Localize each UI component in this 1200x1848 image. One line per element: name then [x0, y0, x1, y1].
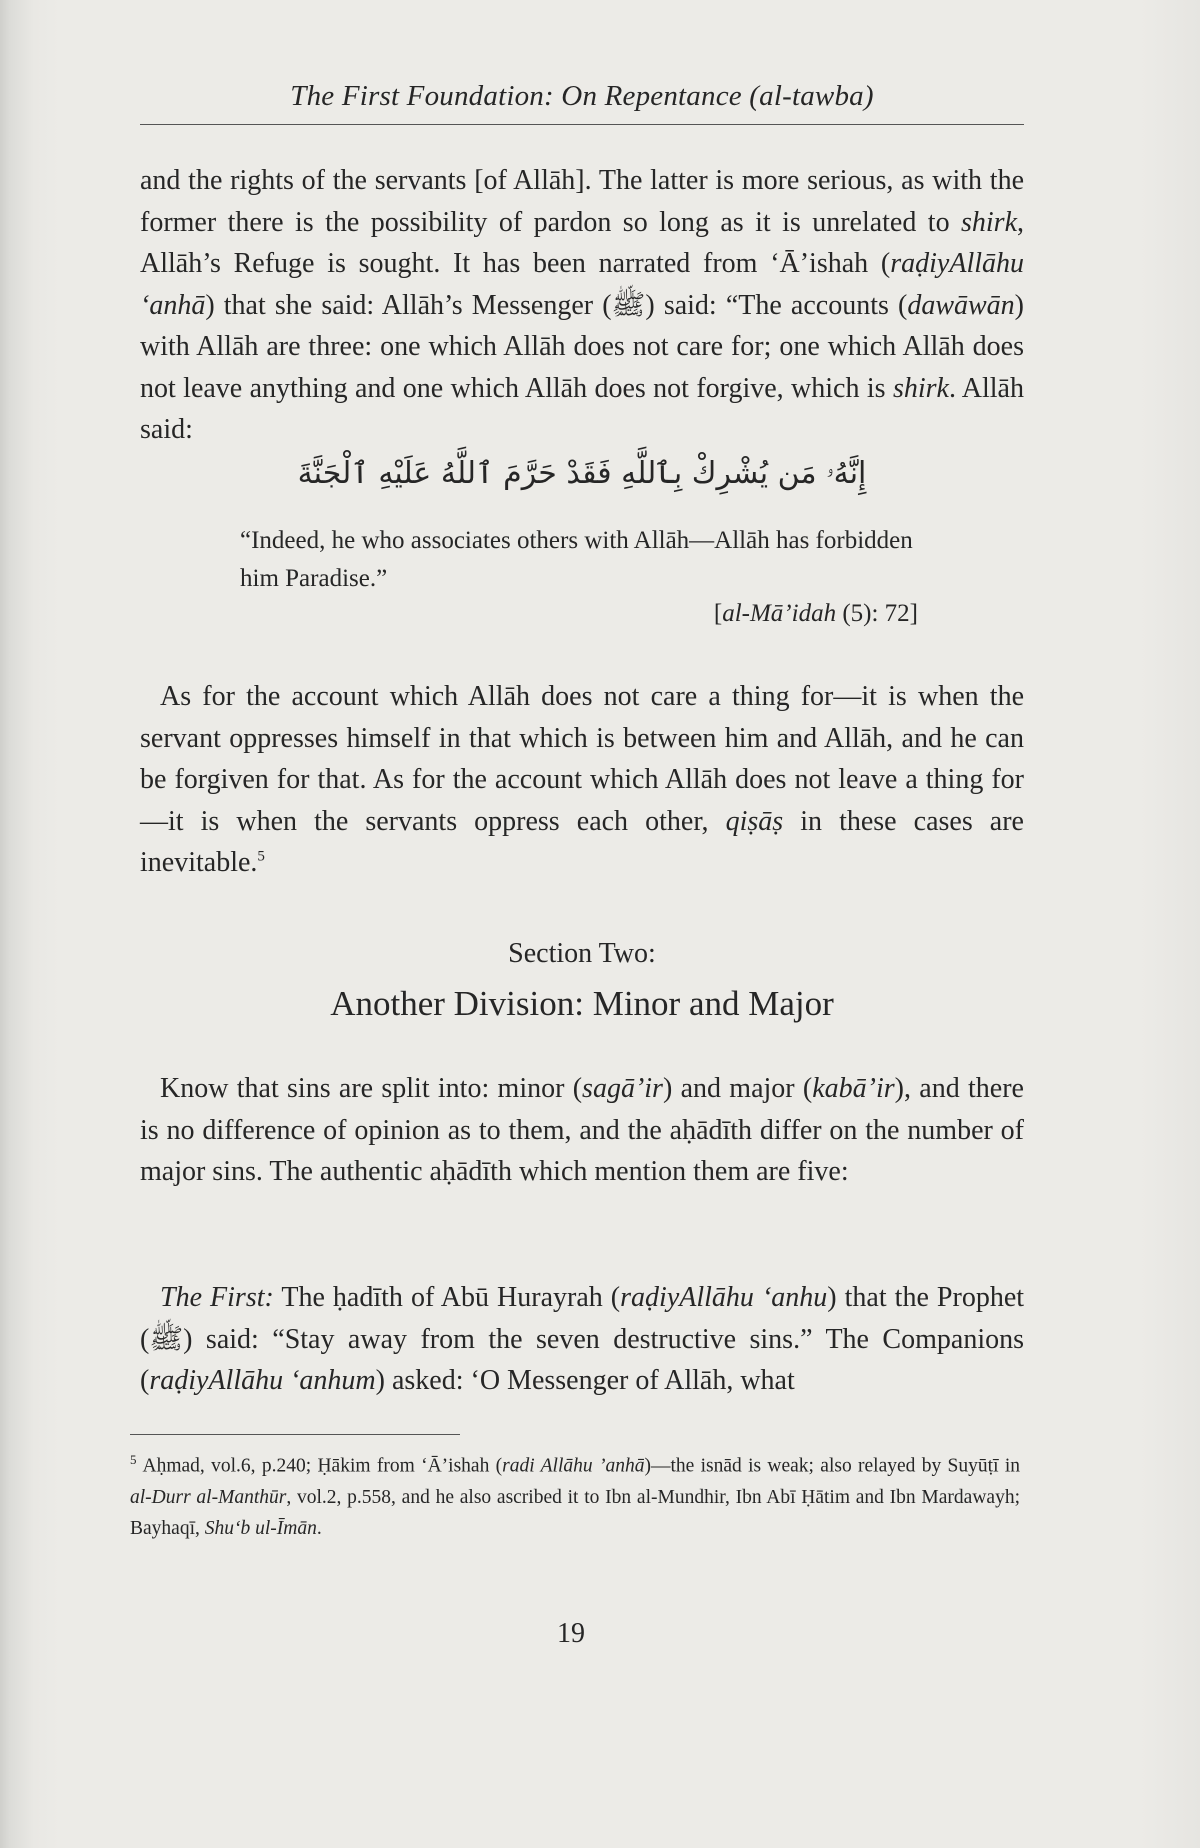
paragraph-accounts	[140, 676, 1024, 884]
italic-honorific: radi Allāhu ’anhā	[502, 1455, 645, 1477]
italic-book-title: al-Durr al-Manthūr	[130, 1486, 287, 1508]
footnote-reference: 5	[257, 848, 265, 865]
footnote	[130, 1444, 1020, 1544]
text-run: )—the isnād is weak; also relayed by Suyūṭī in	[644, 1455, 1020, 1477]
paragraph-sins-division	[140, 1068, 1024, 1193]
text-run: in these cases are inevitable.	[140, 805, 1024, 878]
text-run: The ḥadīth of Abū Hurayrah (	[273, 1282, 621, 1313]
text-run: [	[713, 600, 723, 627]
italic-honorific: raḍiyAllāhu ‘anhu	[620, 1282, 828, 1313]
text-run: As for the account which Allāh does not care a thing for—it is when the servant oppresses himself in that which is between him and Allāh, and he can be forgiven for that. As for the account which Allāh does not leave a thing for—it is when the servants oppress each other,	[140, 681, 1024, 837]
paragraph-the-first	[140, 1277, 1024, 1402]
footnote-mark: 5	[130, 1452, 137, 1467]
italic-term: kabā’ir	[812, 1073, 895, 1104]
text-run: ) and major (	[662, 1073, 813, 1104]
text-run: . Allāh said:	[140, 372, 1024, 445]
text-run: ) asked: ‘O Messenger of Allāh, what	[375, 1365, 795, 1396]
text-run: and the rights of the servants [of Allāh]. The latter is more serious, as with the former there is the possibility of pardon so long as it is unrelated to	[140, 165, 1024, 238]
section-label: Section Two:	[508, 938, 656, 969]
text-run: , Allāh’s Refuge is sought. It has been narrated from ‘Ā’ishah (	[140, 206, 1024, 279]
header-rule	[140, 124, 1024, 125]
italic-lead: The First:	[160, 1282, 274, 1313]
text-run: (5): 72]	[836, 600, 918, 627]
text-run: ) with Allāh are three: one which Allāh does not care for; one which Allāh does not leave anything and one which Allāh does not forgive, which is	[140, 289, 1024, 404]
page-number: 19	[557, 1618, 585, 1649]
italic-honorific: raḍiyAllāhu ‘anhum	[149, 1365, 376, 1396]
text-run: ) that she said: Allāh’s Messenger (ﷺ) said: “The accounts (	[205, 289, 908, 321]
arabic-verse: إِنَّهُۥ مَن يُشْرِكْ بِٱللَّهِ فَقَدْ حَرَّمَ ٱللَّهُ عَلَيْهِ ٱلْجَنَّةَ	[297, 456, 867, 491]
verse-translation: “Indeed, he who associates others with Allāh—Allāh has forbidden him Paradise.”	[240, 527, 913, 592]
italic-surah: al-Mā’idah	[722, 600, 837, 627]
text-run: .	[316, 1517, 322, 1539]
italic-term: qiṣāṣ	[725, 805, 784, 837]
italic-book-title: Shu‘b ul-Īmān	[204, 1517, 317, 1539]
italic-honorific: raḍiyAllāhu ‘anhā	[140, 248, 1024, 321]
italic-term: shirk	[892, 372, 949, 404]
italic-term: dawāwān	[907, 289, 1015, 321]
text-run: ) that the Prophet (ﷺ) said: “Stay away from the seven destructive sins.” The Companions (	[140, 1282, 1025, 1396]
text-run: Aḥmad, vol.6, p.240; Ḥākim from ‘Ā’ishah (	[142, 1455, 503, 1477]
italic-term: shirk	[961, 206, 1017, 238]
italic-term: sagā’ir	[582, 1073, 663, 1104]
paragraph-rights-of-servants	[140, 160, 1024, 451]
running-head: The First Foundation: On Repentance (al-tawba)	[290, 80, 874, 112]
text-run: , vol.2, p.558, and he also ascribed it to Ibn al-Mundhir, Ibn Abī Ḥātim and Ibn Mardawayh; Bayhaqī,	[130, 1486, 1020, 1539]
text-run: Know that sins are split into: minor (	[160, 1073, 583, 1104]
footnote-rule	[130, 1434, 460, 1435]
section-title: Another Division: Minor and Major	[330, 984, 834, 1023]
text-run: ), and there is no difference of opinion as to them, and the aḥādīth differ on the number of major sins. The authentic aḥādīth which mention them are five:	[140, 1073, 1024, 1187]
verse-reference	[240, 600, 918, 628]
